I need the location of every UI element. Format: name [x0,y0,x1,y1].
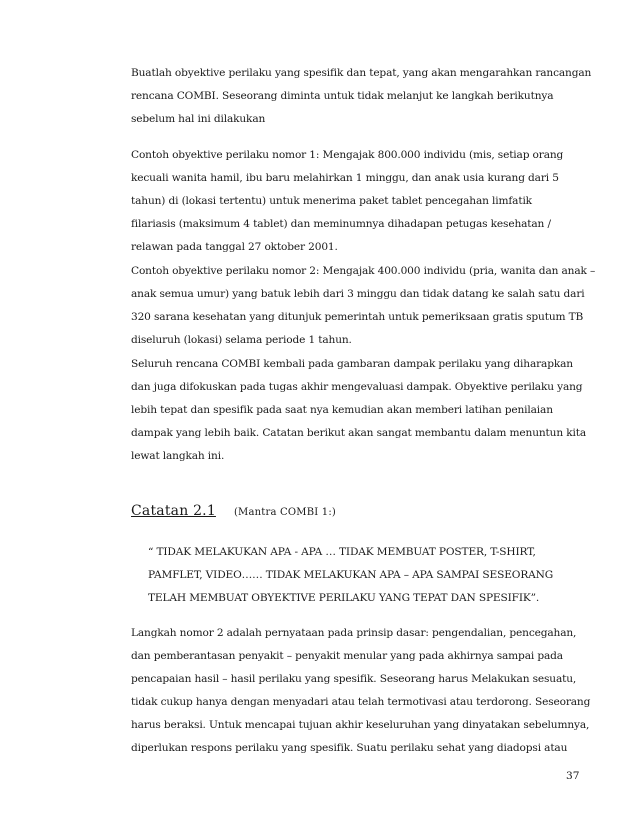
text-line: relawan pada tanggal 27 oktober 2001. [131,241,338,253]
quote-line: TELAH MEMBUAT OBYEKTIVE PERILAKU YANG TEPAT DAN SPESIFIK”. [148,592,540,604]
text-line: lewat langkah ini. [131,450,225,462]
text-line: lebih tepat dan spesifik pada saat nya kemudian akan memberi latihan penilaian [131,404,553,416]
text-line: pencapaian hasil – hasil perilaku yang spesifik. Seseorang harus Melakukan sesuatu, [131,673,577,685]
paragraph-step-2 [131,622,616,760]
text-line: 320 sarana kesehatan yang ditunjuk pemerintah untuk pemeriksaan gratis sputum TB [131,311,584,323]
text-line: Seluruh rencana COMBI kembali pada gambaran dampak perilaku yang diharapkan [131,358,573,370]
mantra-quote [148,541,618,610]
text-line: kecuali wanita hamil, ibu baru melahirkan 1 minggu, dan anak usia kurang dari 5 [131,172,559,184]
text-line: anak semua umur) yang batuk lebih dari 3 minggu dan tidak datang ke salah satu dari [131,288,585,300]
note-heading-title: Catatan 2.1 [131,503,216,519]
text-line: dampak yang lebih baik. Catatan berikut akan sangat membantu dalam menuntun kita [131,427,586,439]
text-line: dan juga difokuskan pada tugas akhir mengevaluasi dampak. Obyektive perilaku yang [131,381,583,393]
text-line: tidak cukup hanya dengan menyadari atau telah termotivasi atau terdorong. Seseorang [131,696,591,708]
page-number: 37 [566,770,580,782]
paragraph-combi-return [131,353,616,468]
text-line: tahun) di (lokasi tertentu) untuk menerima paket tablet pencegahan limfatik [131,195,532,207]
text-line: filariasis (maksimum 4 tablet) dan meminumnya dihadapan petugas kesehatan / [131,218,551,230]
text-line: Langkah nomor 2 adalah pernyataan pada prinsip dasar: pengendalian, pencegahan, [131,627,577,639]
text-line: sebelum hal ini dilakukan [131,113,266,125]
paragraph-example-1 [131,144,616,259]
text-line: rencana COMBI. Seseorang diminta untuk tidak melanjut ke langkah berikutnya [131,90,554,102]
text-line: diperlukan respons perilaku yang spesifik. Suatu perilaku sehat yang diadopsi atau [131,742,568,754]
quote-line: “ TIDAK MELAKUKAN APA - APA … TIDAK MEMBUAT POSTER, T-SHIRT, [148,546,536,558]
text-line: dan pemberantasan penyakit – penyakit menular yang pada akhirnya sampai pada [131,650,563,662]
text-line: diseluruh (lokasi) selama periode 1 tahun. [131,334,352,346]
quote-line: PAMFLET, VIDEO…… TIDAK MELAKUKAN APA – APA SAMPAI SESEORANG [148,569,554,581]
text-line: Contoh obyektive perilaku nomor 2: Mengajak 400.000 individu (pria, wanita dan anak – [131,265,596,277]
paragraph-example-2 [131,260,616,352]
text-line: harus beraksi. Untuk mencapai tujuan akhir keseluruhan yang dinyatakan sebelumnya, [131,719,590,731]
note-heading-subtitle: (Mantra COMBI 1:) [233,507,337,518]
text-line: Buatlah obyektive perilaku yang spesifik dan tepat, yang akan mengarahkan rancangan [131,67,592,79]
text-line: Contoh obyektive perilaku nomor 1: Mengajak 800.000 individu (mis, setiap orang [131,149,564,161]
note-heading [131,500,336,523]
paragraph-intro [131,62,616,131]
